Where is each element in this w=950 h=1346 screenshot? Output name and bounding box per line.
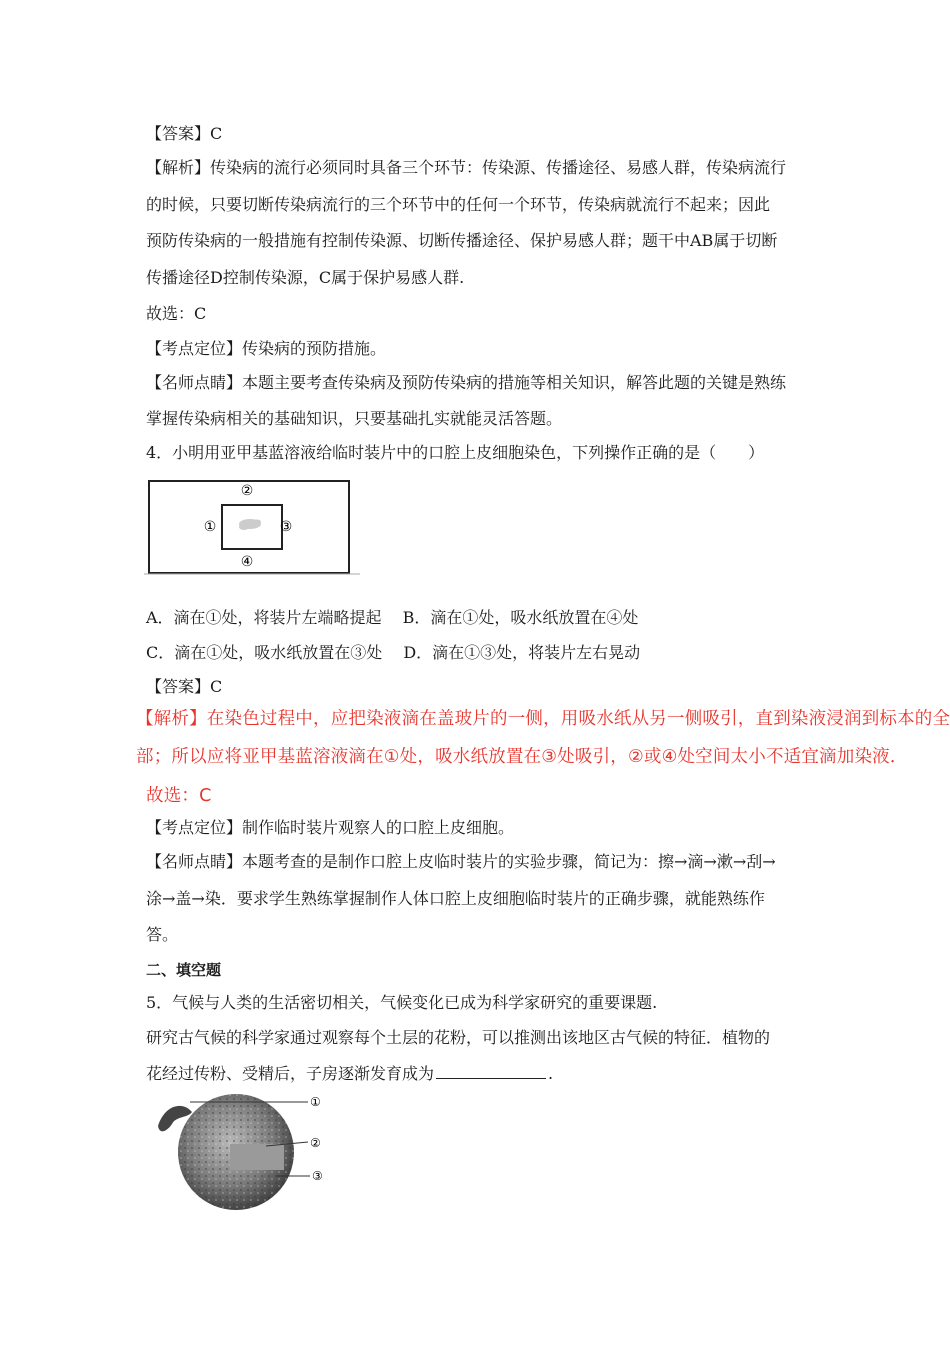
q5-line-3 bbox=[146, 1064, 553, 1084]
label-1: ① bbox=[203, 519, 217, 535]
q3-choice: 故选：C bbox=[146, 304, 207, 323]
q4-options-row-1: A．滴在①处，将装片左端略提起 B．滴在①处，吸水纸放置在④处 bbox=[146, 608, 639, 627]
q3-teacher-line-1: 【名师点睛】本题主要考查传染病及预防传染病的措施等相关知识，解答此题的关键是熟练 bbox=[146, 373, 787, 392]
q4-teacher-line-2: 涂→盖→染．要求学生熟练掌握制作人体口腔上皮细胞临时装片的正确步骤，就能熟练作 bbox=[146, 889, 765, 908]
q4-point: 【考点定位】制作临时装片观察人的口腔上皮细胞。 bbox=[146, 818, 515, 837]
q4-analysis-choice: 故选：C bbox=[146, 786, 212, 806]
q4-analysis-line-1: 【解析】在染色过程中，应把染液滴在盖玻片的一侧，用吸水纸从另一侧吸引，直到染液浸润到标本的全 bbox=[136, 709, 950, 729]
label-2: ② bbox=[240, 483, 254, 499]
q3-answer: 【答案】C bbox=[146, 124, 223, 143]
q3-point: 【考点定位】传染病的预防措施。 bbox=[146, 339, 387, 358]
specimen-smudge bbox=[239, 519, 261, 530]
q3-analysis-line-1: 【解析】传染病的流行必须同时具备三个环节：传染源、传播途径、易感人群，传染病流行 bbox=[146, 158, 787, 177]
section-title: 二、填空题 bbox=[146, 961, 222, 979]
fruit-photo bbox=[148, 1090, 338, 1214]
q3-analysis-line-2: 的时候，只要切断传染病流行的三个环节中的任何一个环节，传染病就流行不起来；因此 bbox=[146, 195, 771, 214]
answer-blank bbox=[436, 1064, 546, 1079]
q5-line-3-text: 花经过传粉、受精后，子房逐渐发育成为 bbox=[146, 1064, 435, 1083]
q5-line-3-end: . bbox=[548, 1064, 554, 1083]
fruit-label-1: ① bbox=[310, 1095, 321, 1109]
q5-stem: 5．气候与人类的生活密切相关，气候变化已成为科学家研究的重要课题. bbox=[146, 993, 658, 1012]
slide-diagram bbox=[144, 476, 360, 578]
q3-analysis-line-4: 传播途径D控制传染源，C属于保护易感人群. bbox=[146, 268, 465, 287]
q4-teacher-line-3: 答。 bbox=[146, 925, 179, 944]
q4-answer: 【答案】C bbox=[146, 677, 223, 696]
q3-teacher-line-2: 掌握传染病相关的基础知识，只要基础扎实就能灵活答题。 bbox=[146, 409, 563, 428]
masked-region bbox=[230, 1144, 284, 1170]
q5-line-2: 研究古气候的科学家通过观察每个土层的花粉，可以推测出该地区古气候的特征．植物的 bbox=[146, 1028, 771, 1047]
fruit-label-2: ② bbox=[310, 1136, 321, 1150]
q4-stem: 4．小明用亚甲基蓝溶液给临时装片中的口腔上皮细胞染色，下列操作正确的是（ ） bbox=[146, 443, 765, 462]
label-3: ③ bbox=[279, 519, 293, 535]
fruit-label-3: ③ bbox=[312, 1169, 323, 1183]
label-4: ④ bbox=[240, 554, 254, 570]
q4-analysis-line-2: 部；所以应将亚甲基蓝溶液滴在①处，吸水纸放置在③处吸引，②或④处空间太小不适宜滴加染液． bbox=[136, 747, 908, 767]
q3-analysis-line-3: 预防传染病的一般措施有控制传染源、切断传播途径、保护易感人群；题干中AB属于切断 bbox=[146, 231, 778, 250]
q4-teacher-line-1: 【名师点睛】本题考查的是制作口腔上皮临时装片的实验步骤，简记为：擦→滴→漱→刮→ bbox=[146, 852, 776, 871]
q4-options-row-2: C．滴在①处，吸水纸放置在③处 D．滴在①③处，将装片左右晃动 bbox=[146, 643, 641, 662]
